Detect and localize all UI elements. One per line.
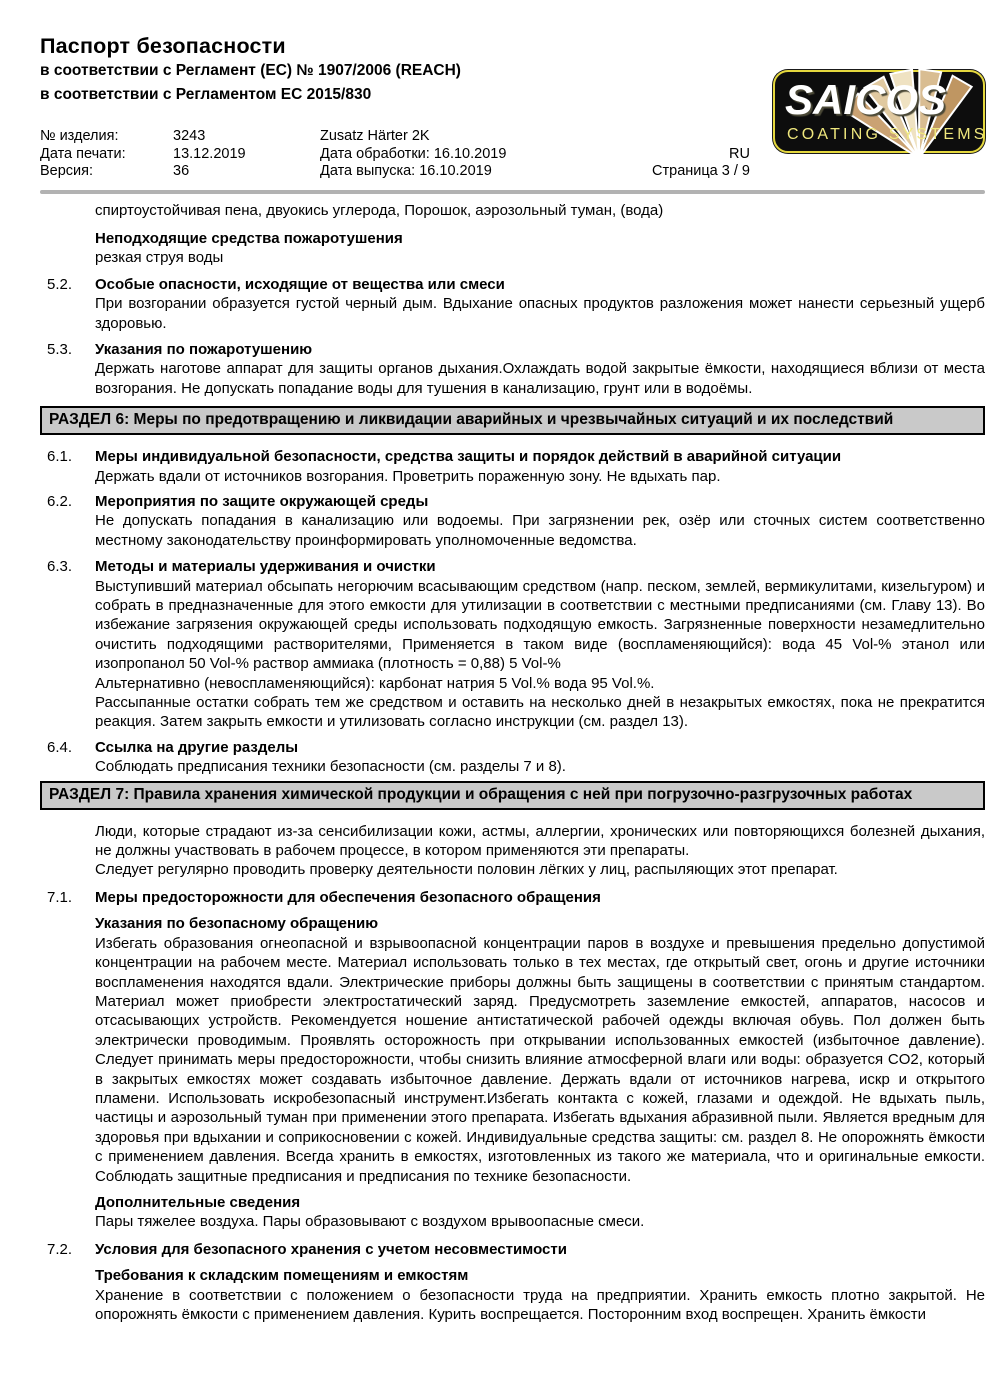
document-header: [0, 0, 1000, 181]
section-6-2-title: Мероприятия по защите окружающей среды: [95, 492, 429, 510]
meta-language-code: RU: [729, 145, 750, 162]
document-title: Паспорт безопасности: [40, 34, 286, 58]
section-6-3-paragraph-2: Альтернативно (невоспламеняющийся): карбонат натрия 5 Vol.% вода 95 Vol.%.: [95, 674, 655, 692]
unsuitable-media-block: [95, 229, 985, 268]
section-7-header: РАЗДЕЛ 7: Правила хранения химической продукции и обращения с ней при погрузочно-разгрузочных работах: [40, 781, 985, 810]
section-6-3-number: 6.3.: [47, 558, 73, 576]
section-7-intro: [95, 822, 985, 880]
section-7-1: [40, 888, 985, 1232]
storage-requirements-heading: Требования к складским помещениям и емкостям: [95, 1267, 469, 1285]
section-5-2-number: 5.2.: [47, 275, 73, 293]
section-7-intro-paragraph-2: Следует регулярно проводить проверку деятельности половин лёгких у лиц, распыляющих этот препарат.: [95, 861, 838, 879]
section-5-2-text: При возгорании образуется густой черный дым. Вдыхание опасных продуктов разложения может нанести серьезный ущерб здоровью.: [95, 295, 985, 332]
meta-row2-extra: Дата обработки: 16.10.2019: [320, 145, 507, 162]
section-7-2-number: 7.2.: [47, 1240, 73, 1258]
section-5-3-number: 5.3.: [47, 340, 73, 358]
meta-row2-label: Дата печати:: [40, 145, 126, 162]
logo-wordmark: SAICOS: [785, 76, 947, 123]
storage-requirements-text: Хранение в соответствии с положением о безопасности труда на предприятии. Хранить емкость плотно закрытой. Не опорожнять ёмкости с применением давления. Курить воспрещается. Посторонним вход воспрещен. Хранить ёмкости: [95, 1286, 985, 1323]
section-6-3: [40, 557, 985, 732]
meta-row1-value: 3243: [173, 128, 206, 144]
section-6-1: [40, 447, 985, 486]
section-7-intro-paragraph-1: Люди, которые страдают из-за сенсибилизации кожи, астмы, аллергии, хронических или повторяющихся болезней дыхания, не должны участвовать в рабочем процессе, в котором применяются эти препараты.: [95, 822, 985, 860]
section-6-4-number: 6.4.: [47, 738, 73, 756]
section-5-3: [40, 340, 985, 398]
section-6-3-paragraph-1: Выступивший материал обсыпать негорючим всасывающим средством (напр. песком, землей, вермикулитами, кизельгуром) и собрать в предназначенные для этого емкости для утилизации в соответствии с местными предписаниями (см. Главу 13). Во избежание загрязения окружающей среды использовать подходящую емкость. Загрязненные поверхности незамедлительно очистить подходящими растворителями, Применяется в таком виде (воспламеняющийся): вода 45 Vol-% этанол или изопропанол 50 Vol-% раствор аммиака (плотность = 0,88) 5 Vol-%: [95, 577, 985, 673]
section-6-1-text: Держать вдали от источников возгорания. Проветрить пораженную зону. Не вдыхать пар.: [95, 467, 721, 485]
section-7-1-number: 7.1.: [47, 888, 73, 906]
section-6-3-title: Методы и материалы удерживания и очистки: [95, 558, 436, 576]
section-6-2-text: Не допускать попадания в канализацию или водоемы. При загрязнении рек, озёр или сточных систем соответственно местному законодательству проинформировать уполномоченные ведомства.: [95, 512, 985, 549]
section-6-2: [40, 492, 985, 550]
additional-info-text: Пары тяжелее воздуха. Пары образовывают с воздухом врывоопасные смеси.: [95, 1213, 645, 1231]
section-6-2-number: 6.2.: [47, 492, 73, 510]
section-7-2-title: Условия для безопасного хранения с учетом несовместимости: [95, 1240, 567, 1258]
section-6-header: РАЗДЕЛ 6: Меры по предотвращению и ликвидации аварийных и чрезвычайных ситуаций и их последствий: [40, 406, 985, 435]
section-7-1-title: Меры предосторожности для обеспечения безопасного обращения: [95, 888, 601, 906]
section-6-4-title: Ссылка на другие разделы: [95, 738, 299, 756]
meta-row1-label: № изделия:: [40, 128, 119, 144]
section-5-3-text: Держать наготове аппарат для защиты органов дыхания.Охлаждать водой закрытые ёмкости, находящиеся вблизи от места возгорания. Не допускать попадание воды для тушения в канализацию, грунт или в водоёмы.: [95, 360, 985, 397]
section-6-1-number: 6.1.: [47, 448, 73, 466]
safe-handling-heading: Указания по безопасному обращению: [95, 915, 379, 933]
logo-tagline: COATING SYSTEMS: [787, 126, 988, 143]
additional-info-heading: Дополнительные сведения: [95, 1193, 301, 1211]
page-number: Страница 3 / 9: [652, 163, 750, 179]
meta-row1-right: [600, 128, 750, 146]
section-6-3-paragraph-3: Рассыпанные остатки собрать тем же средством и оставить на несколько дней в незакрытых емкостях, пока не прекратится реакция. Затем закрыть емкости и утилизовать согласно инструкции (см. раздел 13).: [95, 694, 985, 731]
document-subtitle-reach: в соответствии с Регламент (EC) № 1907/2006 (REACH): [40, 62, 461, 79]
meta-row3-extra: Дата выпуска: 16.10.2019: [320, 163, 492, 179]
header-divider: [40, 190, 985, 194]
meta-row2-value: 13.12.2019: [173, 145, 246, 162]
extinguishing-media-text: спиртоустойчивая пена, двуокись углерода, Порошок, аэрозольный туман, (вода): [95, 201, 664, 219]
section-6-4-text: Соблюдать предписания техники безопасности (см. разделы 7 и 8).: [95, 758, 566, 776]
unsuitable-media-text: резкая струя воды: [95, 249, 224, 267]
document-subtitle-eu: в соответствии с Регламентом ЕС 2015/830: [40, 86, 372, 103]
saicos-logo: [773, 70, 988, 153]
meta-row3-label: Версия:: [40, 163, 94, 179]
meta-row1-extra: Zusatz Härter 2K: [320, 128, 430, 144]
section-5-2-title: Особые опасности, исходящие от вещества или смеси: [95, 275, 505, 293]
document-meta: [40, 128, 750, 181]
meta-row3-value: 36: [173, 163, 190, 179]
section-6-4: [40, 738, 985, 777]
section-6-1-title: Меры индивидуальной безопасности, средства защиты и порядок действий в аварийной ситуации: [95, 448, 842, 466]
section-5-3-title: Указания по пожаротушению: [95, 340, 313, 358]
document-body: [40, 201, 985, 1325]
unsuitable-media-heading: Неподходящие средства пожаротушения: [95, 229, 403, 247]
section-7-2: [40, 1240, 985, 1325]
safe-handling-text: Избегать образования огнеопасной и взрывоопасной концентрации паров в воздухе и превышения предельно допустимой концентрации на рабочем месте. Материал использовать только в тех местах, где открытый свет, огонь и другие источники воспламенения находятся вдали. Электрические приборы должны быть защищены в соответствии с принятым стандартом. Материал может приобрести электростатический заряд. Предусмотреть заземление емкостей, аппаратов, насосов и отсасывающих устройств. Рекомендуется ношение антистатической рабочей одежды включая обувь. Пол должен быть электрически проводимым. Проявлять осторожность при открывании использованных емкостей (избыточное давление). Следует принимать меры предосторожности, чтобы снизить влияние атмосферной влаги или воды: образуется CO2, который в закрытых емкостях может создавать избыточное давление. Держать вдали от источников нагрева, искр и открытого пламени. Использовать искробезопасный инструмент.Избегать контакта с кожей, глазами и одеждой. Не вдыхать пыль, частицы и аэрозольный туман при применении этого препарата. Избегать вдыхания абразивной пыли. Является вредным для здоровья при вдыхании и соприкосновении с кожей. Индивидуальные средства защиты: см. раздел 8. Не опорожнять ёмкости с применением давления. Всегда хранить в емкостях, изготовленных из такого же материала, что и оригинальные емкости. Соблюдать защитные предписания и предписания по технике безопасности.: [95, 934, 985, 1185]
section-5-2: [40, 275, 985, 333]
